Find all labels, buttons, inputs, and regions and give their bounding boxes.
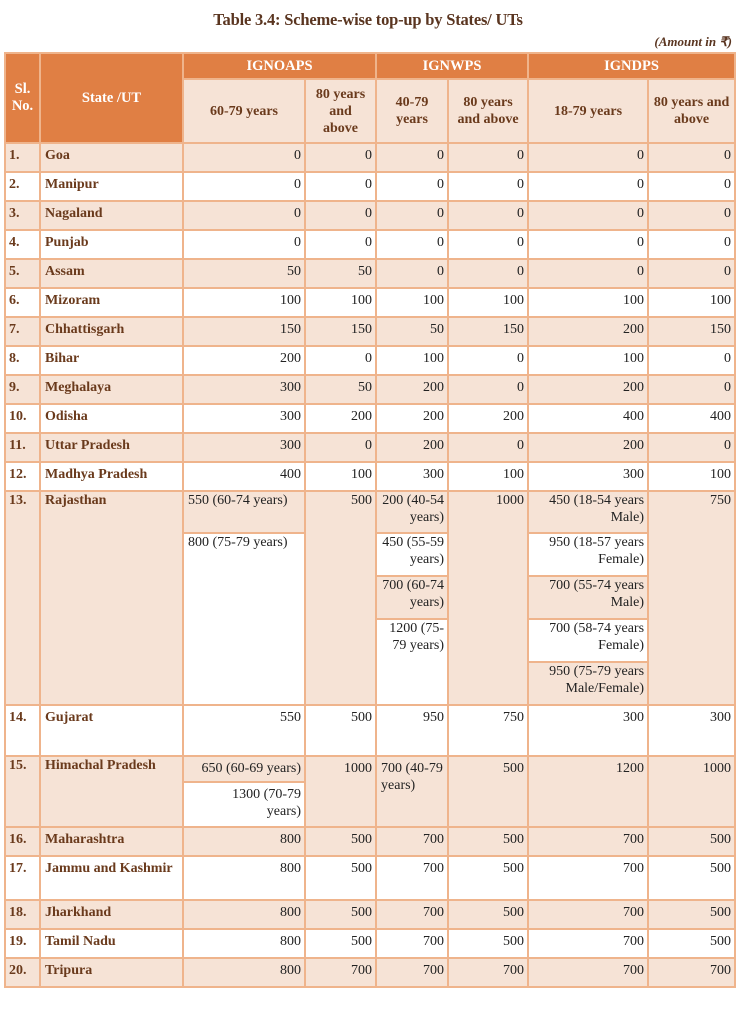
value-cell: 100 [528,288,648,317]
value-cell: 500 [305,900,376,929]
value-cell: 700 [528,827,648,856]
value-cell: 750 [648,491,735,705]
value-cell: 200 [376,375,448,404]
value-cell: 700 [376,900,448,929]
state-cell: Gujarat [40,705,183,756]
value-cell: 700 [528,900,648,929]
sl-no-cell: 12. [5,462,40,491]
value-cell: 700 [448,958,528,987]
sl-no-cell: 15. [5,756,40,827]
table-row [5,143,735,172]
value-cell: 0 [448,346,528,375]
table-row [5,827,735,856]
value-cell: 0 [305,143,376,172]
value-cell: 300 [183,433,305,462]
value-cell: 0 [448,143,528,172]
header-group-ignwps: IGNWPS [376,53,528,79]
value-cell: 700 [376,856,448,900]
value-cell: 500 [648,827,735,856]
value-cell: 150 [648,317,735,346]
sl-no-cell: 7. [5,317,40,346]
unit-note: (Amount in ₹) [654,34,732,49]
value-cell: 400 [183,462,305,491]
value-cell: 400 [528,404,648,433]
value-cell: 0 [448,375,528,404]
value-cell: 100 [183,288,305,317]
sl-no-cell: 11. [5,433,40,462]
state-cell: Bihar [40,346,183,375]
value-cell: 1200 [528,756,648,827]
value-cell: 800 (75-79 years) [183,533,305,705]
value-cell: 1000 [648,756,735,827]
state-cell: Mizoram [40,288,183,317]
value-cell: 100 [648,462,735,491]
state-cell: Manipur [40,172,183,201]
value-cell: 0 [305,346,376,375]
value-cell: 500 [305,705,376,756]
value-cell: 200 [528,433,648,462]
sl-no-cell: 9. [5,375,40,404]
value-cell: 0 [648,433,735,462]
value-cell: 800 [183,929,305,958]
state-cell: Tamil Nadu [40,929,183,958]
value-cell: 0 [376,143,448,172]
sl-no-cell: 1. [5,143,40,172]
value-cell: 150 [183,317,305,346]
sl-no-cell: 18. [5,900,40,929]
table-row [5,230,735,259]
value-cell: 650 (60-69 years) [183,756,305,782]
value-cell: 700 [376,958,448,987]
value-cell: 0 [648,201,735,230]
table-row [5,375,735,404]
sl-no-cell: 20. [5,958,40,987]
value-cell: 0 [648,346,735,375]
state-cell: Odisha [40,404,183,433]
state-cell: Uttar Pradesh [40,433,183,462]
value-cell: 300 [528,462,648,491]
table-row [5,705,735,756]
header-sub: 80 years and above [305,79,376,143]
state-cell: Meghalaya [40,375,183,404]
state-cell: Jharkhand [40,900,183,929]
value-cell: 0 [376,259,448,288]
state-cell: Maharashtra [40,827,183,856]
value-cell: 950 [376,705,448,756]
header-sl-no: Sl. No. [5,53,40,143]
table-row [5,259,735,288]
value-cell: 500 [648,856,735,900]
value-cell: 0 [376,172,448,201]
value-cell: 100 [448,462,528,491]
sl-no-cell: 6. [5,288,40,317]
value-cell: 500 [648,900,735,929]
value-cell: 1000 [305,756,376,827]
sl-no-cell: 13. [5,491,40,705]
value-cell: 500 [648,929,735,958]
value-cell: 0 [528,230,648,259]
value-cell: 700 [528,958,648,987]
table-title: Table 3.4: Scheme-wise top-up by States/ UTs [213,10,523,29]
value-cell: 700 [528,929,648,958]
value-cell: 550 (60-74 years) [183,491,305,533]
header-state: State /UT [40,53,183,143]
value-cell: 800 [183,827,305,856]
value-cell: 200 [528,317,648,346]
table-row [5,346,735,375]
table-row [5,172,735,201]
value-cell: 0 [305,230,376,259]
state-cell: Punjab [40,230,183,259]
value-cell: 800 [183,958,305,987]
sl-no-cell: 3. [5,201,40,230]
header-group-ignoaps: IGNOAPS [183,53,376,79]
sl-no-cell: 17. [5,856,40,900]
value-cell: 0 [448,230,528,259]
value-cell: 100 [376,288,448,317]
value-cell: 1000 [448,491,528,705]
table-row [5,433,735,462]
value-cell: 0 [183,172,305,201]
table-row [5,462,735,491]
value-cell: 0 [376,230,448,259]
value-cell: 500 [305,491,376,705]
value-cell: 500 [448,929,528,958]
sl-no-cell: 4. [5,230,40,259]
state-cell: Tripura [40,958,183,987]
value-cell: 500 [305,929,376,958]
value-cell: 0 [528,172,648,201]
header-sub: 60-79 years [183,79,305,143]
value-cell: 1300 (70-79 years) [183,782,305,827]
header-sub: 18-79 years [528,79,648,143]
table-row [5,929,735,958]
value-cell: 0 [448,433,528,462]
value-cell: 500 [448,827,528,856]
value-cell: 0 [376,201,448,230]
top-up-table [4,52,736,988]
state-cell: Goa [40,143,183,172]
value-cell: 500 [305,856,376,900]
sl-no-cell: 8. [5,346,40,375]
value-cell: 0 [183,201,305,230]
value-cell: 700 [376,929,448,958]
value-cell: 200 [183,346,305,375]
header-sub: 40-79 years [376,79,448,143]
value-cell: 300 [183,375,305,404]
value-cell: 0 [528,201,648,230]
value-cell: 550 [183,705,305,756]
value-cell: 750 [448,705,528,756]
value-cell: 1200 (75-79 years) [376,619,448,705]
value-cell: 100 [648,288,735,317]
value-cell: 300 [376,462,448,491]
value-cell: 700 [376,827,448,856]
value-cell: 200 (40-54 years) [376,491,448,533]
value-cell: 0 [305,172,376,201]
header-sub: 80 years and above [648,79,735,143]
value-cell: 950 (18-57 years Female) [528,533,648,576]
value-cell: 700 (60-74 years) [376,576,448,619]
value-cell: 150 [305,317,376,346]
table-row [5,958,735,987]
value-cell: 100 [305,462,376,491]
table-row [5,201,735,230]
header-group-igndps: IGNDPS [528,53,735,79]
value-cell: 0 [528,259,648,288]
value-cell: 300 [648,705,735,756]
value-cell: 700 (58-74 years Female) [528,619,648,662]
table-row [5,900,735,929]
value-cell: 100 [376,346,448,375]
value-cell: 950 (75-79 years Male/Female) [528,662,648,705]
state-cell: Jammu and Kashmir [40,856,183,900]
value-cell: 500 [448,900,528,929]
value-cell: 700 [528,856,648,900]
table-row [5,404,735,433]
value-cell: 800 [183,856,305,900]
value-cell: 200 [528,375,648,404]
value-cell: 0 [648,230,735,259]
value-cell: 450 (18-54 years Male) [528,491,648,533]
value-cell: 200 [305,404,376,433]
value-cell: 200 [376,433,448,462]
value-cell: 50 [376,317,448,346]
value-cell: 500 [448,756,528,827]
table-row [5,317,735,346]
table-row-himachal [5,756,735,782]
sl-no-cell: 14. [5,705,40,756]
value-cell: 150 [448,317,528,346]
state-cell: Chhattisgarh [40,317,183,346]
value-cell: 0 [448,201,528,230]
sl-no-cell: 2. [5,172,40,201]
value-cell: 0 [305,433,376,462]
sl-no-cell: 19. [5,929,40,958]
value-cell: 0 [183,230,305,259]
value-cell: 400 [648,404,735,433]
value-cell: 0 [648,143,735,172]
state-cell: Assam [40,259,183,288]
state-cell: Himachal Pradesh [40,756,183,827]
value-cell: 300 [183,404,305,433]
value-cell: 700 (55-74 years Male) [528,576,648,619]
value-cell: 50 [305,375,376,404]
value-cell: 0 [448,172,528,201]
value-cell: 50 [183,259,305,288]
value-cell: 200 [376,404,448,433]
sl-no-cell: 16. [5,827,40,856]
value-cell: 0 [648,375,735,404]
header-sub: 80 years and above [448,79,528,143]
sl-no-cell: 5. [5,259,40,288]
value-cell: 0 [648,172,735,201]
value-cell: 700 [648,958,735,987]
table-row [5,288,735,317]
value-cell: 0 [648,259,735,288]
state-cell: Rajasthan [40,491,183,705]
value-cell: 100 [448,288,528,317]
value-cell: 800 [183,900,305,929]
value-cell: 500 [448,856,528,900]
value-cell: 300 [528,705,648,756]
state-cell: Nagaland [40,201,183,230]
value-cell: 0 [305,201,376,230]
value-cell: 50 [305,259,376,288]
value-cell: 700 [305,958,376,987]
state-cell: Madhya Pradesh [40,462,183,491]
value-cell: 700 (40-79 years) [376,756,448,827]
value-cell: 200 [448,404,528,433]
value-cell: 0 [528,143,648,172]
table-row [5,856,735,900]
value-cell: 0 [183,143,305,172]
value-cell: 0 [448,259,528,288]
value-cell: 500 [305,827,376,856]
table-row-rajasthan [5,491,735,533]
value-cell: 100 [528,346,648,375]
value-cell: 100 [305,288,376,317]
sl-no-cell: 10. [5,404,40,433]
value-cell: 450 (55-59 years) [376,533,448,576]
